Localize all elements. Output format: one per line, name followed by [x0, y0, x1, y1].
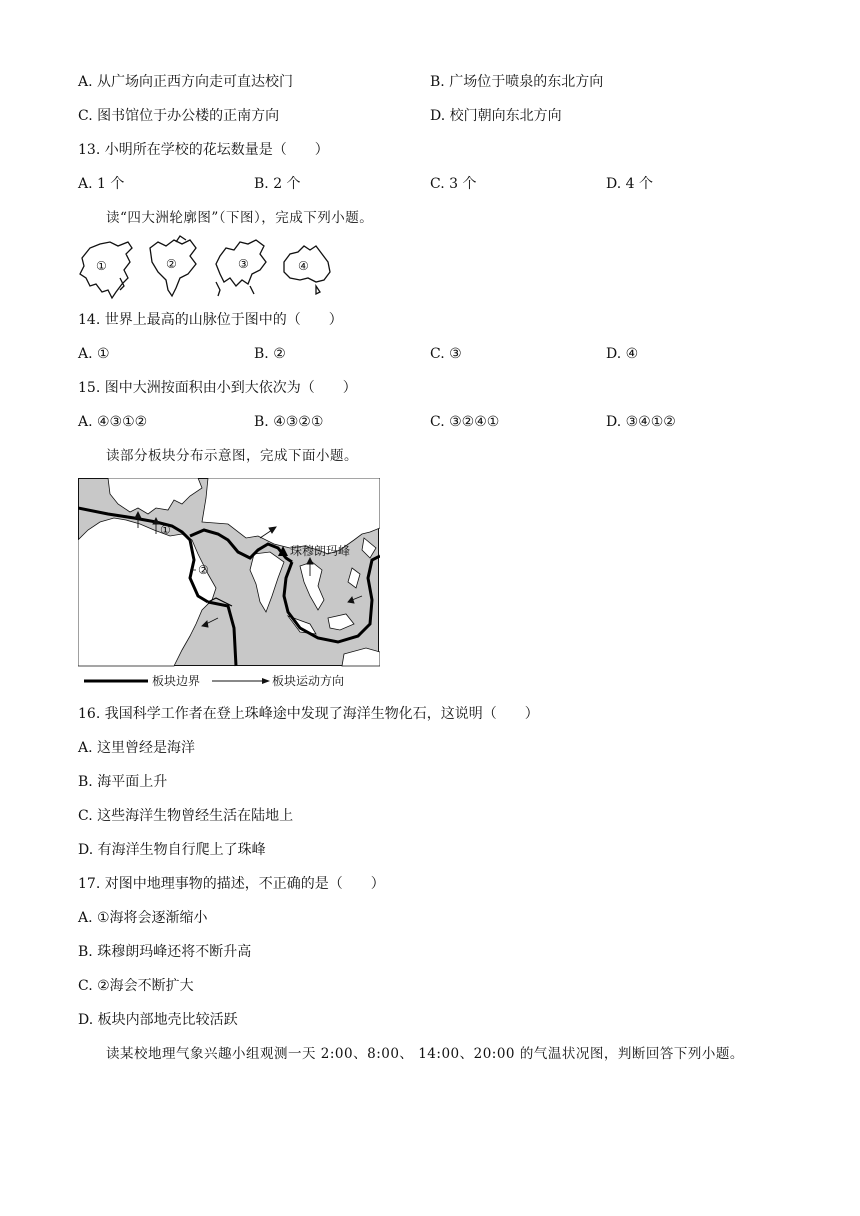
continents-figure: [76, 234, 346, 302]
q15-option-a: A. ④③①②: [78, 414, 148, 430]
q13-stem: 13. 小明所在学校的花坛数量是（ ）: [78, 142, 329, 158]
q14-stem: 14. 世界上最高的山脉位于图中的（ ）: [78, 312, 343, 328]
continent-label-3: ③: [238, 257, 249, 271]
q12-option-b: B. 广场位于喷泉的东北方向: [430, 74, 604, 90]
q16-option-d: D. 有海洋生物自行爬上了珠峰: [78, 842, 266, 858]
q16-option-b: B. 海平面上升: [78, 774, 168, 790]
q13-option-a: A. 1 个: [78, 176, 125, 192]
q12-option-d: D. 校门朝向东北方向: [430, 108, 562, 124]
q15-option-c: C. ③②④①: [430, 414, 500, 430]
legend-boundary-label: 板块边界: [152, 674, 201, 688]
q16-option-c: C. 这些海洋生物曾经生活在陆地上: [78, 808, 294, 824]
weather-intro: 读某校地理气象兴趣小组观测一天 2:00、8:00、 14:00、20:00 的气温状况图，判断回答下列小题。: [106, 1046, 744, 1062]
q14-option-c: C. ③: [430, 346, 462, 362]
q15-option-b: B. ④③②①: [254, 414, 324, 430]
q14-option-a: A. ①: [78, 346, 110, 362]
q16-stem: 16. 我国科学工作者在登上珠峰途中发现了海洋生物化石，这说明（ ）: [78, 706, 539, 722]
continent-label-4: ④: [298, 259, 309, 273]
q17-stem: 17. 对图中地理事物的描述，不正确的是（ ）: [78, 876, 385, 892]
australia-outline-icon: [284, 246, 330, 294]
q13-option-c: C. 3 个: [430, 176, 477, 192]
sea-marker-2: ②: [198, 563, 209, 577]
continent-label-2: ②: [166, 257, 177, 271]
q17-option-c: C. ②海会不断扩大: [78, 978, 194, 994]
q13-option-b: B. 2 个: [254, 176, 301, 192]
q16-option-a: A. 这里曾经是海洋: [78, 740, 196, 756]
north-america-outline-icon: [150, 236, 196, 296]
q12-option-a: A. 从广场向正西方向走可直达校门: [78, 74, 294, 90]
q13-option-d: D. 4 个: [606, 176, 653, 192]
q14-option-d: D. ④: [606, 346, 639, 362]
plates-intro: 读部分板块分布示意图，完成下面小题。: [106, 448, 358, 464]
plate-map: [78, 478, 380, 668]
q15-option-d: D. ③④①②: [606, 414, 676, 430]
q15-stem: 15. 图中大洲按面积由小到大依次为（ ）: [78, 380, 357, 396]
q17-option-a: A. ①海将会逐渐缩小: [78, 910, 208, 926]
asia-outline-icon: [80, 242, 132, 298]
sea-marker-1: ①: [160, 523, 171, 537]
q14-option-b: B. ②: [254, 346, 286, 362]
q17-option-b: B. 珠穆朗玛峰还将不断升高: [78, 944, 252, 960]
plate-map-legend: [82, 672, 382, 690]
legend-motion-label: 板块运动方向: [272, 674, 345, 688]
peak-label: 珠穆朗玛峰: [290, 544, 351, 558]
europe-outline-icon: [216, 240, 266, 296]
q17-option-d: D. 板块内部地壳比较活跃: [78, 1012, 238, 1028]
continent-label-1: ①: [96, 259, 107, 273]
continents-intro: 读“四大洲轮廓图”（下图），完成下列小题。: [106, 210, 374, 226]
q12-option-c: C. 图书馆位于办公楼的正南方向: [78, 108, 280, 124]
